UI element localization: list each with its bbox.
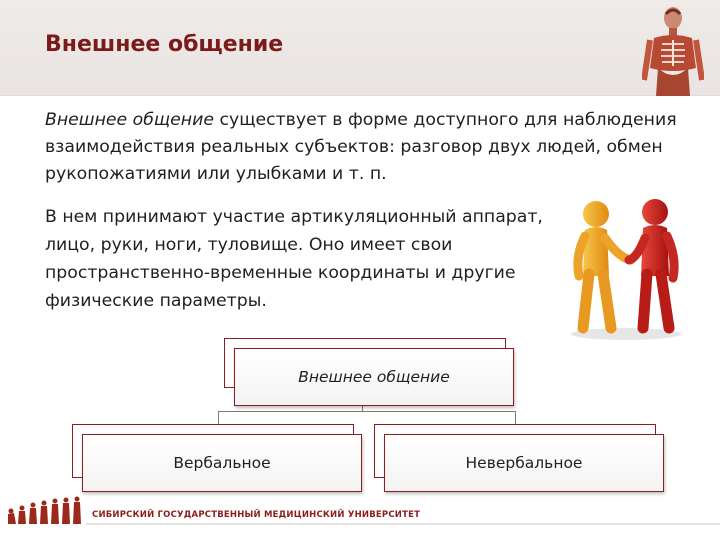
evolution-silhouettes-icon (4, 496, 84, 526)
root-node-label: Внешнее общение (298, 368, 450, 386)
paragraph-definition (45, 107, 685, 188)
footer-university: СИБИРСКИЙ ГОСУДАРСТВЕННЫЙ МЕДИЦИНСКИЙ УНИВЕРСИТЕТ (92, 510, 421, 520)
diagram-connector (218, 411, 516, 412)
diagram-connector (515, 411, 516, 425)
child-node-label: Невербальное (465, 454, 583, 472)
definition-text: существует в форме доступного для наблюдения взаимодействия реальных субъектов: разговор двух людей, обмен рукопожатиями или улыбками и т. п. (45, 110, 677, 184)
root-node (234, 348, 514, 406)
child-node-label: Вербальное (173, 454, 271, 472)
anatomy-figure-icon (642, 4, 704, 96)
diagram-connector (218, 411, 219, 425)
footer-divider (86, 523, 720, 525)
child-node-verbal (82, 434, 362, 492)
child-node-nonverbal (384, 434, 664, 492)
handshake-figures-icon (563, 190, 689, 342)
slide-title: Внешнее общение (45, 32, 284, 57)
term-emphasis: Внешнее общение (45, 110, 214, 130)
paragraph-participants: В нем принимают участие артикуляционный аппарат, лицо, руки, ноги, туловище. Оно имеет свои пространственно-временные координаты и другие физические параметры. (45, 207, 543, 311)
